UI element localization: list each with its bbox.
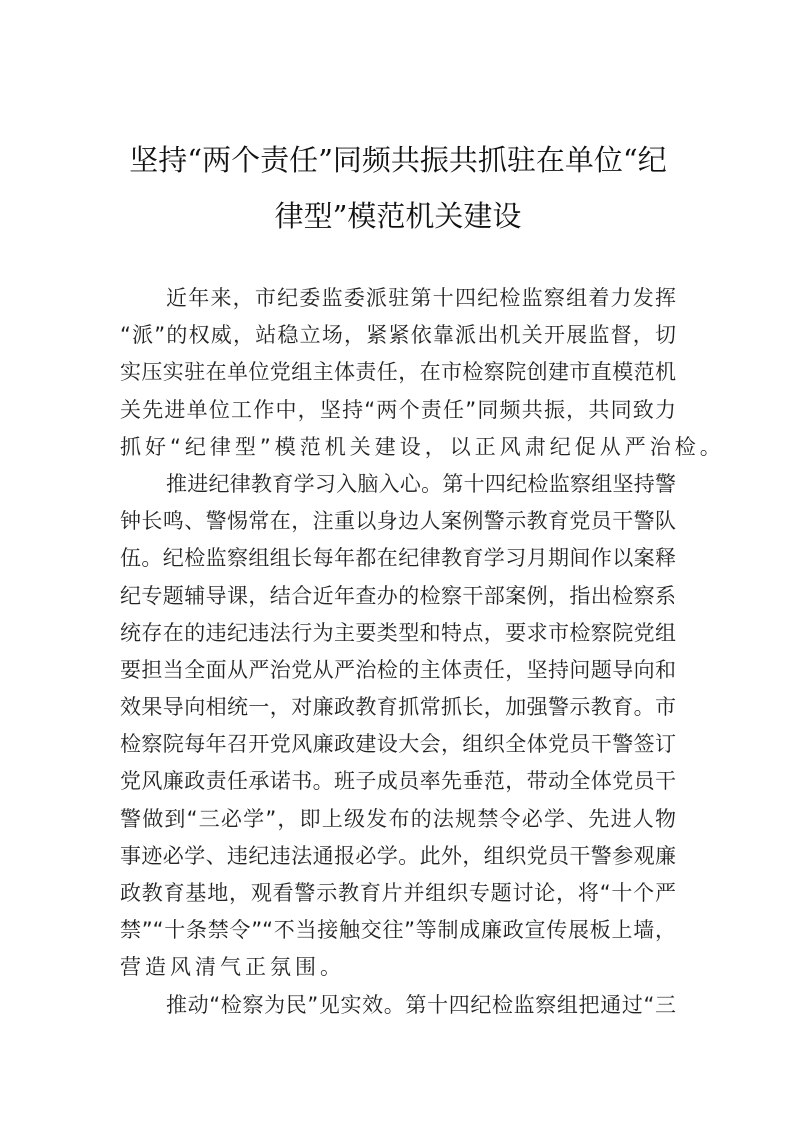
text-line: 要担当全面从严治党从严治检的主体责任，坚持问题导向和 [120, 657, 676, 682]
paragraph-procuratorate-for-people [120, 987, 676, 1024]
text-line: 警做到“三必学”，即上级发布的法规禁令必学、先进人物 [120, 806, 676, 831]
text-line: 实压实驻在单位党组主体责任，在市检察院创建市直模范机 [120, 360, 676, 385]
text-line: 推进纪律教育学习入脑入心。第十四纪检监察组坚持警 [166, 471, 676, 496]
text-line: 伍。纪检监察组组长每年都在纪律教育学习月期间作以案释 [120, 546, 676, 571]
text-line: 统存在的违纪违法行为主要类型和特点，要求市检察院党组 [120, 620, 676, 645]
text-line: 抓好“纪律型”模范机关建设，以正风肃纪促从严治检。 [120, 434, 725, 459]
text-line: 检察院每年召开党风廉政建设大会，组织全体党员干警签订 [120, 732, 676, 757]
text-line: 效果导向相统一，对廉政教育抓常抓长，加强警示教育。市 [120, 695, 676, 720]
title-line-2: 律型”模范机关建设 [274, 199, 522, 233]
text-line: 事迹必学、违纪违法通报必学。此外，组织党员干警参观廉 [120, 843, 676, 868]
text-line: 近年来，市纪委监委派驻第十四纪检监察组着力发挥 [166, 286, 676, 310]
text-line: “派”的权威，站稳立场，紧紧依靠派出机关开展监督，切 [120, 323, 676, 348]
title-line-1: 坚持“两个责任”同频共振共抓驻在单位“纪 [129, 143, 667, 177]
paragraph-intro [120, 280, 725, 466]
text-line: 纪专题辅导课，结合近年查办的检察干部案例，指出检察系 [120, 583, 676, 608]
text-line: 禁”“十条禁令”“不当接触交往”等制成廉政宣传展板上墙， [120, 918, 676, 943]
text-line: 关先进单位工作中，坚持“两个责任”同频共振，共同致力 [120, 397, 676, 422]
text-line: 政教育基地，观看警示教育片并组织专题讨论，将“十个严 [120, 881, 676, 905]
document-body [120, 280, 725, 1024]
document-title [118, 132, 678, 244]
text-line: 推动“检察为民”见实效。第十四纪检监察组把通过“三 [166, 992, 676, 1017]
text-line: 钟长鸣、警惕常在，注重以身边人案例警示教育党员干警队 [120, 509, 676, 534]
text-line: 党风廉政责任承诺书。班子成员率先垂范，带动全体党员干 [120, 769, 676, 794]
paragraph-discipline-education [120, 466, 676, 987]
text-line: 营造风清气正氛围。 [120, 955, 345, 980]
